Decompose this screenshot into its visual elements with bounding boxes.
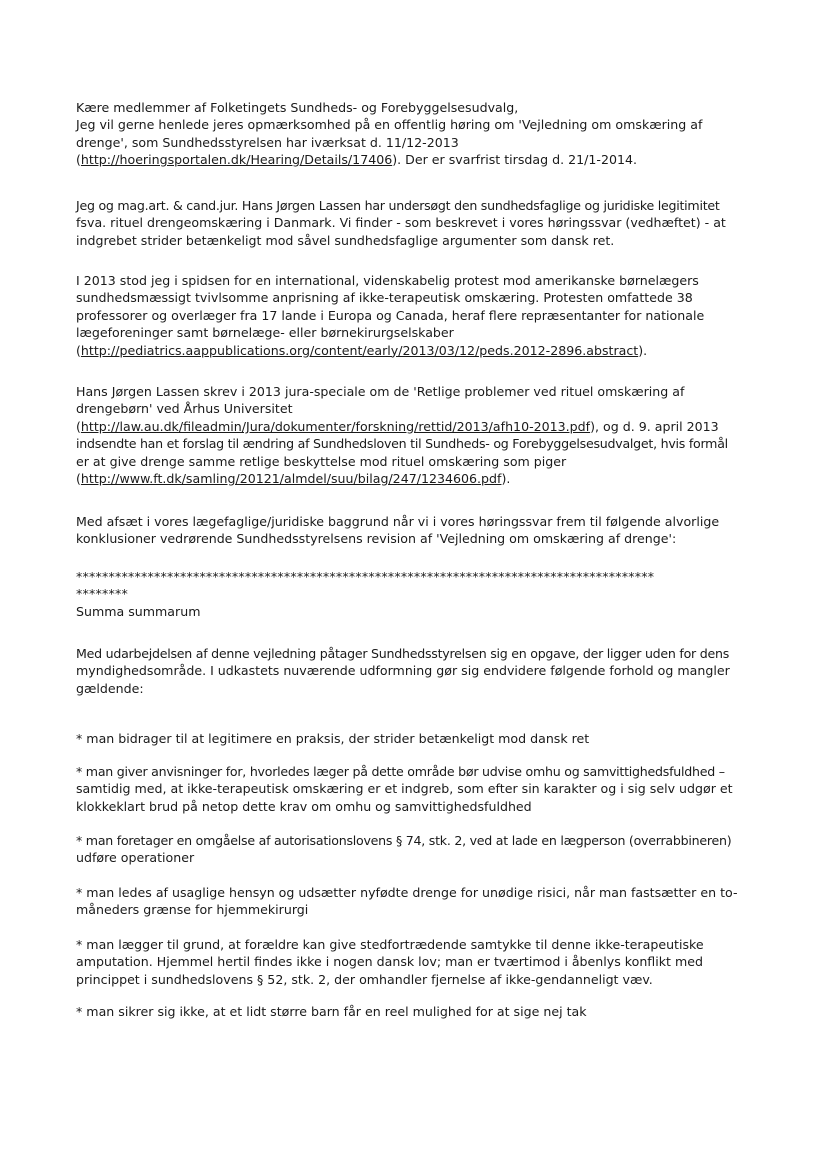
bullet-line: * man foretager en omgåelse af autorisationslovens § 74, stk. 2, ved at lade en lægperson (overrabbineren) bbox=[76, 833, 732, 848]
bullet-line: udføre operationer bbox=[76, 850, 195, 866]
text-line: (http://law.au.dk/fileadmin/Jura/dokumenter/forskning/rettid/2013/afh10-2013.pdf), og d. 9. april 2013 bbox=[76, 418, 719, 434]
salutation: Kære medlemmer af Folketingets Sundheds- og Forebyggelsesudvalg, bbox=[76, 100, 519, 115]
bullet-item bbox=[76, 763, 744, 815]
text-line: professorer og overlæger fra 17 lande i Europa og Canada, heraf flere repræsentanter for nationale bbox=[76, 307, 705, 323]
paragraph-protest bbox=[76, 272, 744, 359]
bullet-line: * man lægger til grund, at forældre kan give stedfortrædende samtykke til denne ikke-terapeutiske bbox=[76, 937, 704, 952]
text-line: indsendte han et forslag til ændring af Sundhedsloven til Sundheds- og Forebyggelsesudvalget, hvis formål bbox=[76, 436, 728, 452]
text-line: er at give drenge samme retlige beskyttelse mod rituel omskæring som piger bbox=[76, 453, 567, 469]
intro-paragraph bbox=[76, 99, 744, 169]
bullet-line: måneders grænse for hjemmekirurgi bbox=[76, 902, 309, 918]
bullet-item bbox=[76, 936, 744, 988]
text-line: fsva. rituel drengeomskæring i Danmark. Vi finder - som beskrevet i vores høringssvar (vedhæftet) - at bbox=[76, 215, 726, 231]
thesis-link[interactable]: http://law.au.dk/fileadmin/Jura/dokumenter/forskning/rettid/2013/afh10-2013.pdf bbox=[80, 418, 591, 434]
ft-link[interactable]: http://www.ft.dk/samling/20121/almdel/suu/bilag/247/1234606.pdf bbox=[80, 471, 502, 487]
text-line: sundhedsmæssigt tvivlsomme anprisning af ikke-terapeutisk omskæring. Protesten omfattede 38 bbox=[76, 290, 693, 306]
text-line: Jeg og mag.art. & cand.jur. Hans Jørgen Lassen har undersøgt den sundhedsfaglige og juridiske legitimitet bbox=[76, 198, 720, 213]
bullet-line: princippet i sundhedslovens § 52, stk. 2, der omhandler fjernelse af ikke-gendanneligt væv. bbox=[76, 971, 653, 987]
paragraph-summary bbox=[76, 645, 744, 697]
bullet-line: samtidig med, at ikke-terapeutisk omskæring er et indgreb, som efter sin karakter og i sig selv udgør et bbox=[76, 781, 733, 797]
text-line: drengebørn' ved Århus Universitet bbox=[76, 401, 293, 417]
bullet-item bbox=[76, 1003, 744, 1020]
text-line: lægeforeninger samt børnelæge- eller børnekirurgselskaber bbox=[76, 325, 454, 341]
separator-line: ******** bbox=[76, 586, 128, 601]
hearing-link[interactable]: http://hoeringsportalen.dk/Hearing/Details/17406 bbox=[80, 152, 393, 168]
text-line: gældende: bbox=[76, 680, 144, 696]
bullet-item bbox=[76, 884, 744, 919]
text-line: (http://pediatrics.aappublications.org/content/early/2013/03/12/peds.2012-2896.abstract). bbox=[76, 342, 648, 358]
bullet-line: klokkeklart brud på netop dette krav om omhu og samvittighedsfuldhed bbox=[76, 798, 532, 814]
bullet-line: * man ledes af usaglige hensyn og udsætter nyfødte drenge for unødige risici, når man fastsætter en to- bbox=[76, 885, 738, 900]
bullet-line: amputation. Hjemmel hertil findes ikke i nogen dansk lov; man er tværtimod i åbenlys konflikt med bbox=[76, 954, 703, 970]
paragraph-conclusions bbox=[76, 513, 744, 548]
paragraph-thesis bbox=[76, 383, 744, 487]
summary-heading: Summa summarum bbox=[76, 604, 201, 619]
star-separator bbox=[76, 568, 744, 602]
intro-line: (http://hoeringsportalen.dk/Hearing/Details/17406). Der er svarfrist tirsdag d. 21/1-2014. bbox=[76, 152, 638, 168]
intro-line: drenge', som Sundhedsstyrelsen har iværksat d. 11/12-2013 bbox=[76, 134, 459, 150]
bullet-item bbox=[76, 832, 744, 867]
text-line: myndighedsområde. I udkastets nuværende udformning gør sig endvidere følgende forhold og mangler bbox=[76, 663, 730, 679]
pediatrics-link[interactable]: http://pediatrics.aappublications.org/content/early/2013/03/12/peds.2012-2896.abstract bbox=[80, 342, 639, 358]
text-line: konklusioner vedrørende Sundhedsstyrelsens revision af 'Vejledning om omskæring af drenge': bbox=[76, 531, 677, 547]
text-line: indgrebet strider betænkeligt mod såvel sundhedsfaglige argumenter som dansk ret. bbox=[76, 232, 615, 248]
intro-line: Jeg vil gerne henlede jeres opmærksomhed på en offentlig høring om 'Vejledning om omskæring af bbox=[76, 117, 703, 133]
paragraph-research bbox=[76, 197, 744, 249]
summary-section bbox=[76, 603, 744, 620]
separator-line: ***************************************************************************************** bbox=[76, 569, 655, 584]
text-line: Med afsæt i vores lægefaglige/juridiske baggrund når vi i vores høringssvar frem til følgende alvorlige bbox=[76, 514, 720, 529]
bullet-item bbox=[76, 730, 744, 747]
text-line: (http://www.ft.dk/samling/20121/almdel/suu/bilag/247/1234606.pdf). bbox=[76, 471, 511, 487]
text-line: Hans Jørgen Lassen skrev i 2013 jura-speciale om de 'Retlige problemer ved rituel omskæring af bbox=[76, 384, 685, 399]
text-line: Med udarbejdelsen af denne vejledning påtager Sundhedsstyrelsen sig en opgave, der ligger uden for dens bbox=[76, 646, 730, 661]
bullet-line: * man bidrager til at legitimere en praksis, der strider betænkeligt mod dansk ret bbox=[76, 731, 590, 746]
bullet-line: * man giver anvisninger for, hvorledes læger på dette område bør udvise omhu og samvittighedsfuldhed – bbox=[76, 764, 725, 779]
bullet-line: * man sikrer sig ikke, at et lidt større barn får en reel mulighed for at sige nej tak bbox=[76, 1004, 587, 1019]
text-line: I 2013 stod jeg i spidsen for en international, videnskabelig protest mod amerikanske børnelægers bbox=[76, 273, 699, 288]
